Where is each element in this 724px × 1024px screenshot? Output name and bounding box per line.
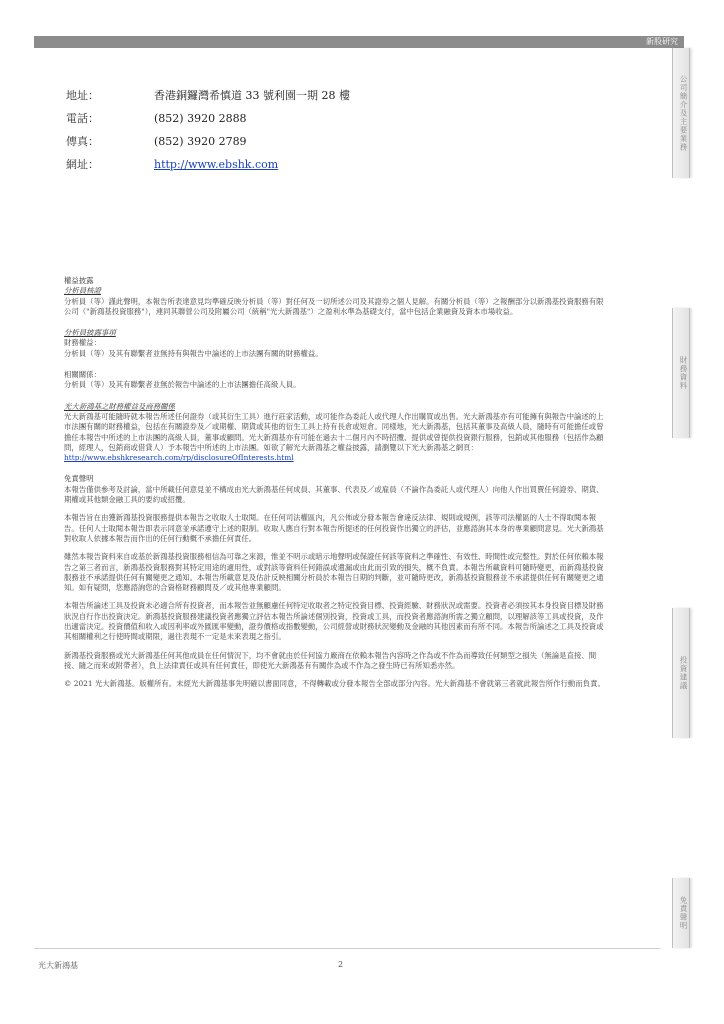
group-interest-text: 光大新鴻基可能隨時就本報告所述任何證券（或其衍生工具）進行莊家活動，或可能作為委託人或代理人作出購買或出售。光大新鴻基亦有可能擁有與報告中論述的上市法團有關的財務權益，包括在有關證券及／或期權、期貨或其他的衍生工具上持有長倉或短倉。同樣地，光大新鴻基，包括其董事及高級人員，隨時有可能擔任或曾擔任本報告中所述的上市法團的高級人員，董事或顧問。光大新鴻基亦有可能在過去十二個月內不時招攬、提供或曾提供投資銀行服務，包銷或其他服務（包括作為顧問，經理人，包銷商或借貸人）予本報告中所述的上市法團。如欲了解光大新鴻基之權益披露，請瀏覽以下光大新鴻基之網頁： <box>64 411 604 452</box>
side-tab-financials-label: 財務資料 <box>679 356 688 390</box>
disclaimer-title: 免責聲明 <box>64 474 94 484</box>
side-tab-financials[interactable] <box>672 308 690 438</box>
side-tab-recommendation[interactable] <box>672 608 690 738</box>
disclaimer-paragraph-2: 本報告旨在由獲新鴻基投資服務提供本報告之收取人士取閱。在任何司法權區內，凡公佈或分發本報告會違反法律、規則或規例，該等司法權區的人士不得取閱本報告。任何人士取閱本報告即表示同意並承諾遵守上述的限制。收取人應自行對本報告所提述的任何投資作出獨立的評估，並應諮詢其本身的專業顧問意見。光大新鴻基對收取人依據本報告而作出的任何行動概不承擔任何責任。 <box>64 513 604 543</box>
side-tab-disclaimer-label: 免責聲明 <box>679 896 688 930</box>
group-interest-title: 光大新鴻基之財務權益及商務關係 <box>64 401 175 411</box>
phone-row <box>66 111 466 134</box>
section-label: 新股研究 <box>646 37 678 46</box>
website-row <box>66 157 466 180</box>
phone-label: 電話： <box>66 112 99 125</box>
page-number: 2 <box>338 960 344 969</box>
disclosure-title: 權益披露 <box>64 276 94 285</box>
address-value: 香港銅鑼灣希慎道 33 號利園一期 28 樓 <box>154 89 350 102</box>
website-label: 網址： <box>66 158 99 171</box>
disclaimer-paragraph-1: 本報告僅供參考及討論，當中所載任何意見並不構成由光大新鴻基任何成員、其董事、代表及／或雇員（不論作為委託人或代理人）向他人作出買賣任何證券、期貨、期權或其他類金融工具的要約或招攬。 <box>64 484 604 505</box>
fax-label: 傳真： <box>66 135 99 148</box>
financial-interest-title: 財務權益： <box>64 338 101 348</box>
fax-row <box>66 134 466 157</box>
financial-interest-text: 分析員（等）及其有聯繫者並無持有與報告中論述的上市法團有關的財務權益。 <box>64 348 323 358</box>
relationship-text: 分析員（等）及其有聯繫者並無於報告中論述的上市法團擔任高級人員。 <box>64 380 301 390</box>
side-tab-recommendation-label: 投資建議 <box>679 656 688 690</box>
address-label: 地址： <box>66 89 99 102</box>
footer-divider <box>34 948 660 949</box>
side-tabs <box>672 48 690 948</box>
contact-block <box>66 88 466 180</box>
side-tab-company[interactable] <box>672 48 690 178</box>
disclaimer-paragraph-3: 雖然本報告資料來自或基於新鴻基投資服務相信為可靠之來源，惟並不明示或暗示地聲明或保證任何該等資料之準確性、有效性、時間性或完整性。對於任何依賴本報告之第三者而言，新鴻基投資服務對其特定用途的適用性，或對該等資料任何錯誤或遺漏或由此而引致的損失，概不負責。本報告所載資料可隨時變更，而新鴻基投資服務並不承諾提供任何有關變更之通知。本報告所載意見及估計反映相關分析員於本報告日期的判斷，並可隨時更改，新鴻基投資服務並不承諾提供任何有關變更之通知。如有疑問，您應諮詢您的合資格財務顧問及／或其他專業顧問。 <box>64 552 604 593</box>
relationship-title: 相關關係： <box>64 370 101 380</box>
disclaimer-paragraph-4: 本報告所論述工具及投資未必適合所有投資者，而本報告並無顧慮任何特定收取者之特定投資目標、投資經驗、財務狀況或需要。投資者必須按其本身投資目標及財務狀況自行作出投資決定。新鴻基投資服務建議投資者應獨立評估本報告所論述個別投資，投資或工具，而投資者應諮詢所需之獨立顧問，以理解該等工具或投資，及作出適當決定。投資價值和收入或因利率或外匯匯率變動，證券價格或指數變動，公司經營或財務狀況變動及金融的其他因素而有所不同。本報告所論述之工具及投資或其相關權利之行使時間或期限，過往表現不一定是未來表現之指引。 <box>64 601 604 642</box>
copyright-notice: © 2021 光大新鴻基。版權所有。未經光大新鴻基事先明確以書面同意，不得轉載或分發本報告全部或部分內容。光大新鴻基不會就第三者就此報告所作行動而負責。 <box>64 679 605 689</box>
side-tab-company-label: 公司簡介及主要業務 <box>679 74 688 152</box>
phone-value: (852) 3920 2888 <box>154 112 247 125</box>
analyst-cert-title: 分析員核證 <box>64 286 101 296</box>
footer-company: 光大新鴻基 <box>38 961 78 970</box>
disclosure-content <box>64 276 610 690</box>
website-link[interactable]: http://www.ebshk.com <box>154 158 279 171</box>
group-interest-paragraph <box>64 412 610 463</box>
header-bar <box>34 36 684 48</box>
disclosure-link[interactable]: http://www.ebshkresearch.com/rp/disclosureOfInterests.html <box>64 453 294 463</box>
side-tab-disclaimer[interactable] <box>672 878 690 948</box>
analyst-interest-title: 分析員披露事項 <box>64 328 116 338</box>
address-row <box>66 88 466 111</box>
disclaimer-paragraph-5: 新鴻基投資服務或光大新鴻基任何其他成員在任何情況下，均不會就由於任何協力廠商在依賴本報告內容時之作為或不作為而導致任何類型之損失（無論是直接、間接、隨之而來或附帶者），負上法律責任或具有任何責任，即使光大新鴻基有有關作為或不作為之發生時已有所知悉亦然。 <box>64 650 597 670</box>
fax-value: (852) 3920 2789 <box>154 135 247 148</box>
analyst-cert-text: 分析員（等）謹此聲明，本報告所表達意見均準確反映分析員（等）對任何及一切所述公司及其證券之個人見解。有關分析員（等）之報酬部分以新鴻基投資服務有限公司（"新鴻基投資服務"），連同其聯營公司及附屬公司（統稱"光大新鴻基"）之盈利水準為基礎支付，當中包括企業融資及資本市場收益。 <box>64 296 604 316</box>
